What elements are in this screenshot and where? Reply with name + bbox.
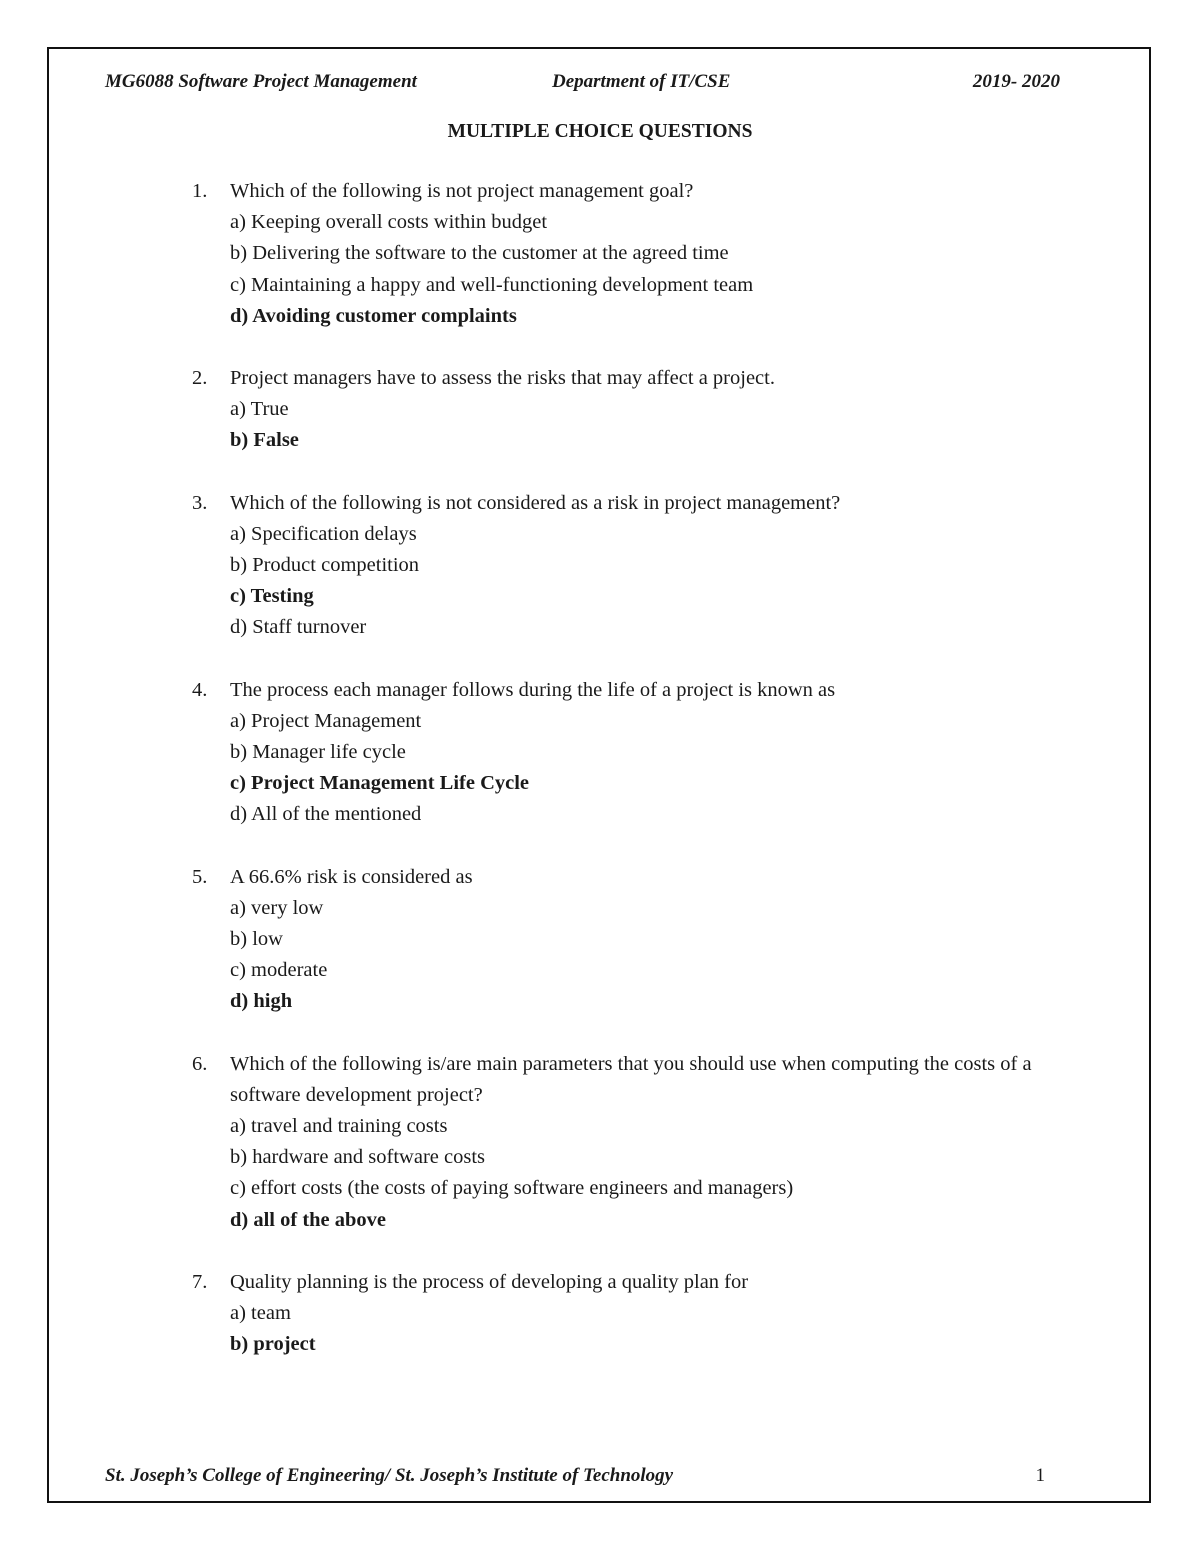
question-7: [192, 1267, 1072, 1361]
answer-option: d) All of the mentioned: [230, 803, 422, 826]
answer-option: b) Manager life cycle: [230, 741, 406, 764]
answer-option: a) travel and training costs: [230, 1115, 448, 1138]
answer-option: c) effort costs (the costs of paying software engineers and managers): [230, 1177, 794, 1200]
question-number: 6.: [192, 1052, 208, 1075]
question-2: [192, 363, 1072, 457]
page-number: 1: [1035, 1465, 1045, 1486]
question-number: 1.: [192, 180, 208, 202]
question-number: 7.: [192, 1270, 208, 1293]
question-5: [192, 862, 1072, 1018]
question-number: 3.: [192, 491, 208, 514]
answer-option: b) Delivering the software to the customer at the agreed time: [230, 242, 729, 265]
header-year: 2019- 2020: [972, 71, 1060, 92]
answer-option: a) Specification delays: [230, 522, 417, 545]
question-6: [192, 1049, 1072, 1236]
answer-option: c) Maintaining a happy and well-functioning development team: [230, 273, 754, 296]
answer-option: a) Project Management: [230, 709, 422, 732]
question-text: The process each manager follows during the life of a project is known as: [230, 678, 836, 701]
answer-option: a) True: [230, 398, 289, 421]
answer-option: a) very low: [230, 896, 324, 919]
question-text: Which of the following is not considered as a risk in project management?: [230, 491, 841, 514]
question-list: [192, 176, 1072, 1392]
answer-option-correct: c) Project Management Life Cycle: [230, 772, 530, 795]
question-text: Which of the following is/are main parameters that you should use when computing the costs of a software development project?: [230, 1052, 1032, 1106]
page-footer: [105, 1465, 1045, 1493]
header-department: Department of IT/CSE: [552, 71, 731, 92]
answer-option-correct: b) project: [230, 1333, 316, 1356]
answer-option: a) team: [230, 1302, 291, 1325]
footer-institution: St. Joseph’s College of Engineering/ St. Joseph’s Institute of Technology: [105, 1465, 674, 1486]
question-text: A 66.6% risk is considered as: [230, 865, 473, 888]
answer-option: b) hardware and software costs: [230, 1146, 486, 1169]
page-title: MULTIPLE CHOICE QUESTIONS: [447, 121, 753, 142]
answer-option: a) Keeping overall costs within budget: [230, 211, 548, 234]
answer-option-correct: d) all of the above: [230, 1208, 387, 1231]
question-text: Which of the following is not project management goal?: [230, 180, 694, 202]
answer-option-correct: b) False: [230, 429, 299, 452]
answer-option-correct: d) high: [230, 990, 293, 1013]
question-text: Project managers have to assess the risks that may affect a project.: [230, 367, 775, 390]
question-number: 2.: [192, 367, 208, 390]
answer-option-correct: d) Avoiding customer complaints: [230, 304, 517, 327]
question-3: [192, 488, 1072, 644]
answer-option: d) Staff turnover: [230, 616, 367, 639]
answer-option: b) Product competition: [230, 554, 420, 577]
question-number: 5.: [192, 865, 208, 888]
question-text: Quality planning is the process of developing a quality plan for: [230, 1270, 749, 1293]
answer-option-correct: c) Testing: [230, 585, 314, 608]
answer-option: c) moderate: [230, 959, 328, 982]
question-number: 4.: [192, 678, 208, 701]
page-header: [105, 71, 1060, 99]
question-1: [192, 176, 1072, 332]
header-course: MG6088 Software Project Management: [105, 71, 417, 92]
answer-option: b) low: [230, 928, 283, 951]
question-4: [192, 675, 1072, 831]
